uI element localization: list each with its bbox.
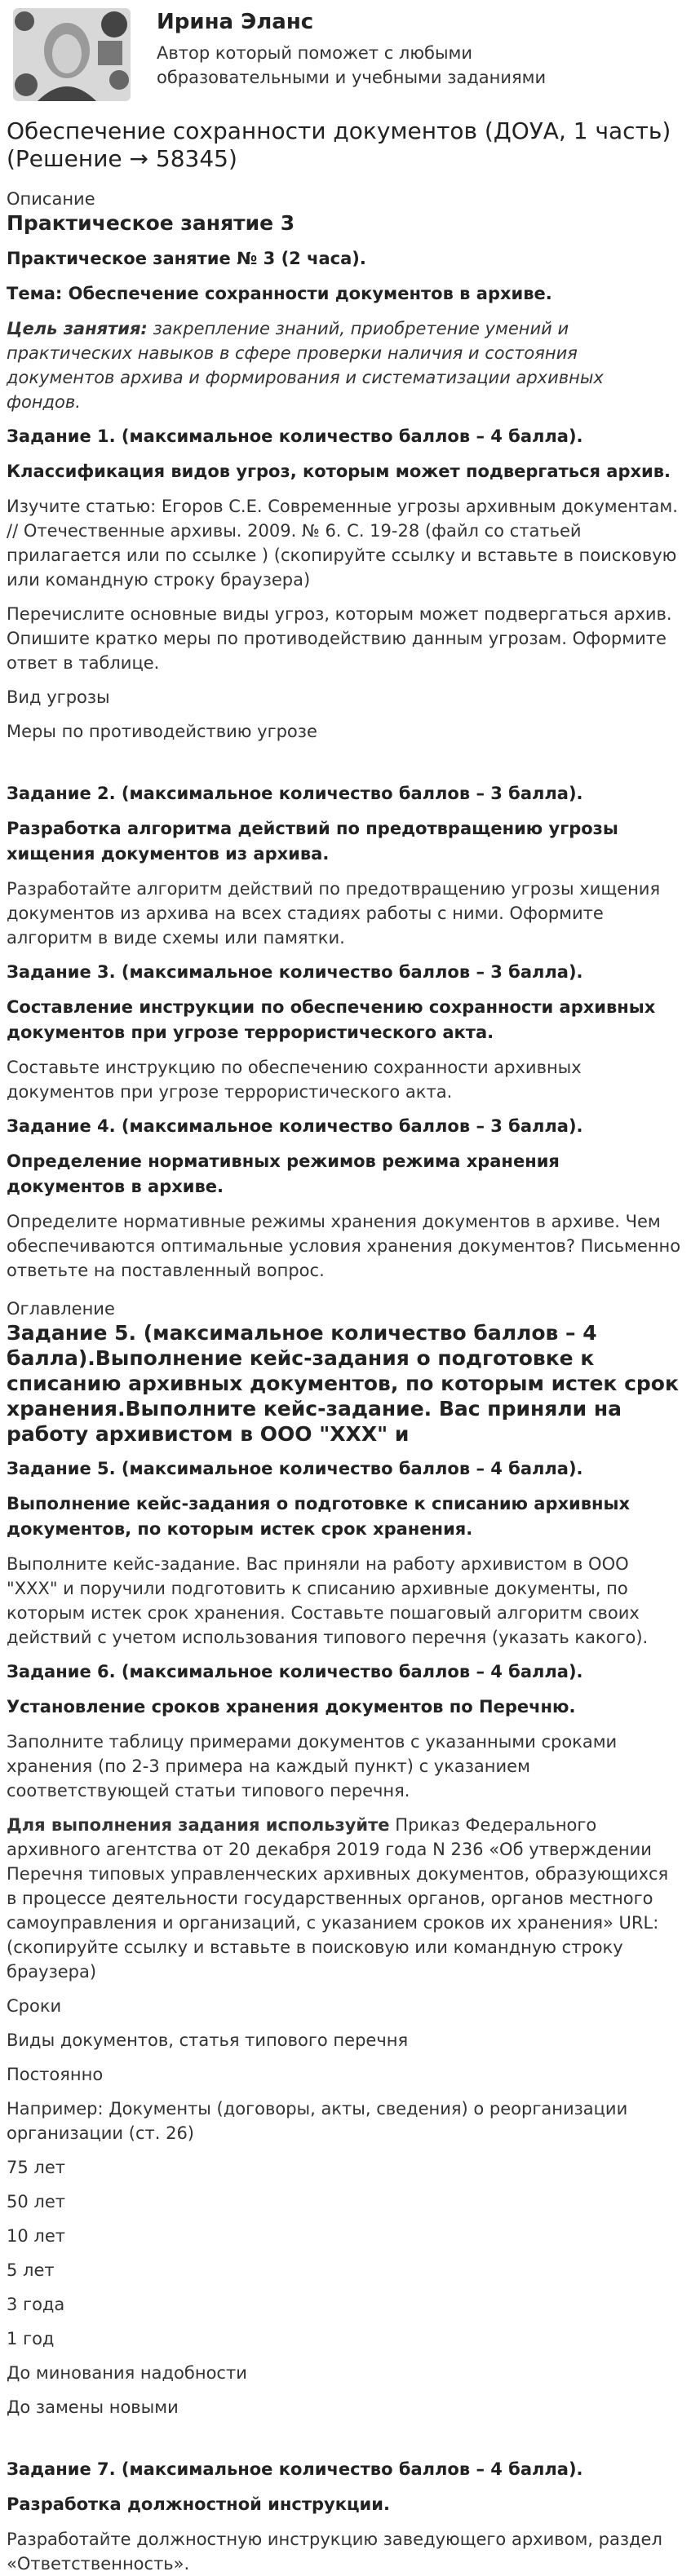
task3-subtitle: Составление инструкции по обеспечению сохранности архивных документов при угрозе террористического акта. bbox=[7, 997, 656, 1042]
task3-text: Составьте инструкцию по обеспечению сохранности архивных документов при угрозе террористического акта. bbox=[7, 1058, 582, 1102]
goal-text: закрепление знаний, приобретение умений и практических навыков в сфере проверки наличия и состояния документов архива и формирования и систематизации архивных фондов. bbox=[7, 319, 604, 412]
task1-table-col2: Меры по противодействию угрозе bbox=[7, 722, 317, 741]
list-item: 10 лет bbox=[7, 2226, 65, 2246]
author-name[interactable]: Ирина Эланс bbox=[157, 10, 314, 34]
task7-text: Разработайте должностную инструкцию заведующего архивом, раздел «Ответственность». bbox=[7, 2530, 662, 2574]
task1-subtitle: Классификация видов угроз, которым может подвергаться архив. bbox=[7, 462, 671, 481]
list-item: Постоянно bbox=[7, 2065, 104, 2084]
task4-subtitle: Определение нормативных режимов режима хранения документов в архиве. bbox=[7, 1151, 560, 1196]
task2-subtitle: Разработка алгоритма действий по предотвращению угрозы хищения документов из архива. bbox=[7, 819, 618, 864]
list-item: До замены новыми bbox=[7, 2397, 179, 2417]
toc-link-text[interactable]: Задание 5. (максимальное количество баллов – 4 балла).Выполнение кейс-задания о подготовке к списанию архивных документов, по которым истек срок хранения.Выполните кейс-задание. Вас приняли на работу архивистом в ООО "ХХХ" и bbox=[7, 1321, 679, 1446]
task6-use-paragraph bbox=[7, 1813, 681, 1984]
description-label: Описание bbox=[7, 189, 95, 209]
task1-text2: Перечислите основные виды угроз, которым может подвергаться архив. Опишите кратко меры по противодействию данным угрозам. Оформите ответ в таблице. bbox=[7, 604, 672, 673]
task5-title: Задание 5. (максимальное количество баллов – 4 балла). bbox=[7, 1459, 583, 1478]
list-item: До минования надобности bbox=[7, 2363, 247, 2383]
document-title: Обеспечение сохранности документов (ДОУА, 1 часть) (Решение → 58345) bbox=[7, 117, 671, 172]
list-item: 5 лет bbox=[7, 2260, 55, 2280]
list-item: Например: Документы (договоры, акты, сведения) о реорганизации организации (ст. 26) bbox=[7, 2099, 628, 2143]
task1-text1: Изучите статью: Егоров С.Е. Современные угрозы архивным документам. // Отечественные архивы. 2009. № 6. С. 19-28 (файл со статьей прилагается или по ссылке ) (скопируйте ссылку и вставьте в поисковую или командную строку браузера) bbox=[7, 497, 678, 590]
goal-paragraph bbox=[7, 316, 681, 414]
task4-text: Определите нормативные режимы хранения документов в архиве. Чем обеспечиваются оптимальные условия хранения документов? Письменно ответьте на поставленный вопрос. bbox=[7, 1212, 681, 1280]
author-description: Автор который поможет с любыми образовательными и учебными заданиями bbox=[157, 43, 547, 87]
spacer bbox=[7, 744, 681, 771]
task6-title: Задание 6. (максимальное количество баллов – 4 балла). bbox=[7, 1662, 583, 1681]
storage-terms-list bbox=[7, 1994, 681, 2419]
toc-label: Оглавление bbox=[7, 1299, 115, 1319]
task7-subtitle: Разработка должностной инструкции. bbox=[7, 2494, 390, 2514]
list-item: 3 года bbox=[7, 2295, 65, 2314]
task2-title: Задание 2. (максимальное количество баллов – 3 балла). bbox=[7, 784, 583, 803]
task6-subtitle: Установление сроков хранения документов по Перечню. bbox=[7, 1697, 576, 1717]
list-item: 75 лет bbox=[7, 2158, 65, 2177]
task6-text1: Заполните таблицу примерами документов с указанными сроками хранения (по 2-3 примера на каждый пункт) с указанием соответствующей статьи типового перечня. bbox=[7, 1732, 618, 1801]
task6-use-label: Для выполнения задания используйте bbox=[7, 1815, 390, 1835]
spacer bbox=[7, 2419, 681, 2447]
task1-table-col1: Вид угрозы bbox=[7, 687, 110, 707]
task2-text: Разработайте алгоритм действий по предотвращению угрозы хищения документов из архива на всех стадиях работы с ними. Оформите алгоритм в виде схемы или памятки. bbox=[7, 879, 661, 948]
list-item: 1 год bbox=[7, 2329, 55, 2348]
author-avatar[interactable] bbox=[13, 8, 131, 101]
list-item: Сроки bbox=[7, 1996, 62, 2016]
task5-text: Выполните кейс-задание. Вас приняли на работу архивистом в ООО "ХХХ" и поручили подготовить к списанию архивные документы, по которым истек срок хранения. Составьте пошаговый алгоритм своих действий с учетом использования типового перечня (указать какого). bbox=[7, 1554, 649, 1647]
task5-subtitle: Выполнение кейс-задания о подготовке к списанию архивных документов, по которым истек срок хранения. bbox=[7, 1494, 631, 1539]
task1-title: Задание 1. (максимальное количество баллов – 4 балла). bbox=[7, 426, 583, 446]
goal-label: Цель занятия: bbox=[7, 319, 148, 338]
task7-title: Задание 7. (максимальное количество баллов – 4 балла). bbox=[7, 2459, 583, 2479]
toc-link[interactable] bbox=[7, 1320, 681, 1447]
task3-title: Задание 3. (максимальное количество баллов – 3 балла). bbox=[7, 962, 583, 982]
practice-number: Практическое занятие № 3 (2 часа). bbox=[7, 249, 366, 268]
author-header bbox=[7, 0, 681, 111]
task6-use-text: Приказ Федерального архивного агентства от 20 декабря 2019 года N 236 «Об утверждении Перечня типовых управленческих архивных документов, образующихся в процессе деятельности государственных органов, органов местного самоуправления и организаций, с указанием сроков их хранения» URL: (скопируйте ссылку и вставьте в поисковую или командную строку браузера) bbox=[7, 1815, 669, 1982]
list-item: Виды документов, статья типового перечня bbox=[7, 2030, 409, 2050]
list-item: 50 лет bbox=[7, 2192, 65, 2211]
topic: Тема: Обеспечение сохранности документов в архиве. bbox=[7, 284, 552, 303]
task4-title: Задание 4. (максимальное количество баллов – 3 балла). bbox=[7, 1116, 583, 1136]
practice-heading: Практическое занятие 3 bbox=[7, 211, 295, 235]
